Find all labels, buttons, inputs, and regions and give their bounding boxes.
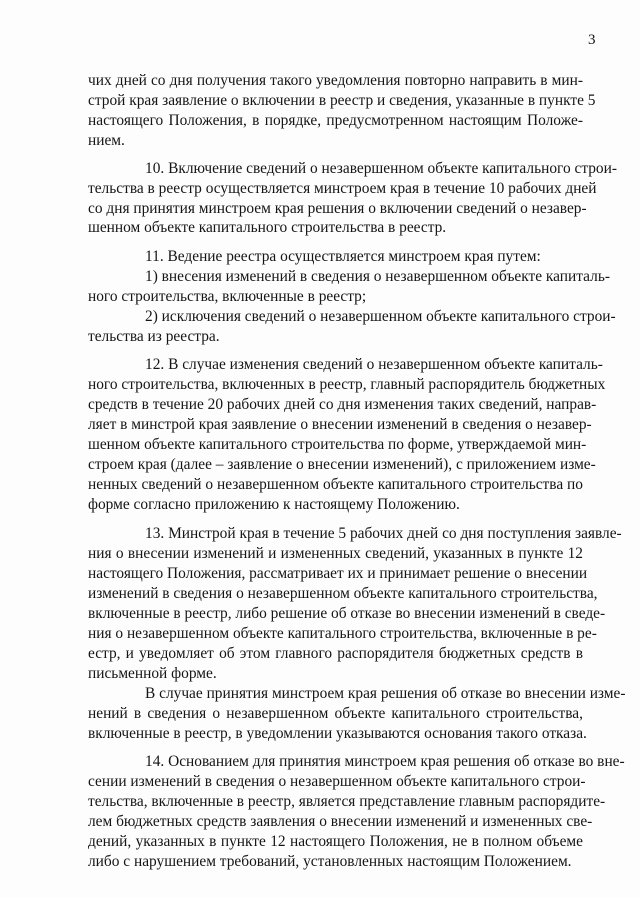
text-line: тельства в реестр осуществляется минстроем края в течение 10 рабочих дней <box>88 179 597 197</box>
text-line: либо с нарушением требований, установленных настоящим Положением. <box>88 853 572 870</box>
text-line: чих дней со дня получения такого уведомления повторно направить в мин- <box>88 72 583 89</box>
text-line: форме согласно приложению к настоящему Положению. <box>88 496 460 514</box>
text-line: 13. Минстрой края в течение 5 рабочих дней со дня поступления заявле- <box>145 524 622 542</box>
text-line: 2) исключения сведений о незавершенном объекте капитального строи- <box>145 307 616 325</box>
text-line: настоящего Положения, в порядке, предусмотренном настоящим Положе- <box>88 112 583 129</box>
text-line: В случае принятия минстроем края решения об отказе во внесении изме- <box>145 684 626 702</box>
text-line: ляет в минстрой края заявление о внесении изменений в сведения о незавер- <box>88 416 592 434</box>
text-line: включенные в реестр, в уведомлении указываются основания такого отказа. <box>88 724 587 742</box>
text-line: средств в течение 20 рабочих дней со дня изменения таких сведений, направ- <box>88 396 597 414</box>
text-line: нием. <box>88 131 125 149</box>
text-line: настоящего Положения, рассматривает их и принимает решение о внесении <box>88 564 588 582</box>
text-line: тельства, включенные в реестр, является представление главным распорядите- <box>88 793 606 811</box>
text-line: нений в сведения о незавершенном объекте капитального строительства, <box>88 704 583 722</box>
text-line: 1) внесения изменений в сведения о незавершенном объекте капиталь- <box>145 268 610 285</box>
text-line: ния о незавершенном объекте капитального строительства, включенные в ре- <box>88 624 597 642</box>
text-line: строем края (далее – заявление о внесении изменений), с приложением изме- <box>88 456 596 474</box>
text-line: тельства из реестра. <box>88 327 220 345</box>
text-line: лем бюджетных средств заявления о внесении изменений и измененных све- <box>88 813 593 830</box>
text-line: включенные в реестр, либо решение об отказе во внесении изменений в сведе- <box>88 604 606 622</box>
text-line: сении изменений в сведения о незавершенном объекте капитального строи- <box>88 773 586 791</box>
text-line: шенном объекте капитального строительства по форме, утверждаемой мин- <box>88 436 587 454</box>
text-line: 11. Ведение реестра осуществляется минстроем края путем: <box>145 248 541 265</box>
text-line: ного строительства, включенных в реестр, главный распорядитель бюджетных <box>88 376 606 394</box>
text-line: ного строительства, включенные в реестр; <box>88 287 367 305</box>
text-line: со дня принятия минстроем края решения о включении сведений о незавер- <box>88 199 587 217</box>
text-line: письменной форме. <box>88 664 217 682</box>
text-line: дений, указанных в пункте 12 настоящего Положения, не в полном объеме <box>88 833 583 850</box>
text-line: строй края заявление о включении в реестр и сведения, указанные в пункте 5 <box>88 92 596 109</box>
text-line: 12. В случае изменения сведений о незавершенном объекте капиталь- <box>145 356 603 374</box>
text-line: 10. Включение сведений о незавершенном объекте капитального строи- <box>145 159 617 177</box>
text-line: ненных сведений о незавершенном объекте капитального строительства по <box>88 476 583 494</box>
text-line: изменений в сведения о незавершенном объекте капитального строительства, <box>88 584 598 602</box>
text-line: шенном объекте капитального строительства в реестр. <box>88 219 447 237</box>
text-line: естр, и уведомляет об этом главного распорядителя бюджетных средств в <box>88 644 583 662</box>
text-line: ния о внесении изменений и измененных сведений, указанных в пункте 12 <box>88 544 583 562</box>
text-line: 14. Основанием для принятия минстроем края решения об отказе во вне- <box>145 753 625 771</box>
page-number: 3 <box>588 32 596 48</box>
